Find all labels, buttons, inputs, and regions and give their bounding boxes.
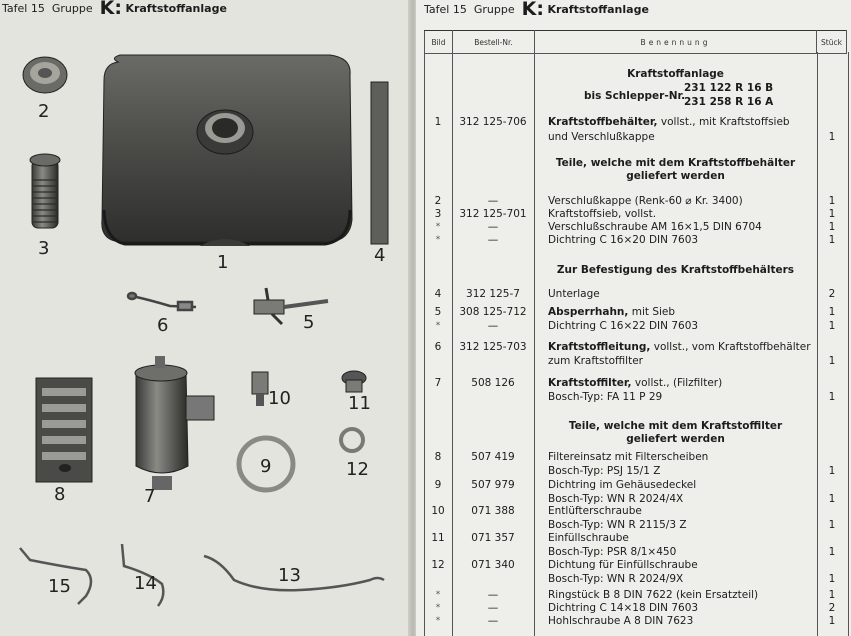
benennung-text: Ringstück B 8 DIN 7622 (kein Ersatzteil) bbox=[548, 589, 759, 601]
bild-cell: * bbox=[435, 222, 441, 232]
bestell-nr-cell: — bbox=[487, 602, 499, 614]
stueck-cell: 1 bbox=[828, 573, 836, 585]
benennung-text: Dichtung für Einfüllschraube bbox=[548, 559, 698, 571]
bestell-nr-cell: — bbox=[487, 589, 499, 601]
tafel-label: Tafel 15 bbox=[424, 3, 467, 16]
part-number-label: 1 bbox=[217, 252, 229, 273]
bild-cell: 4 bbox=[434, 288, 442, 300]
benennung-text: mit Sieb bbox=[628, 306, 676, 318]
benennung-text: vollst., (Filzfilter) bbox=[631, 377, 723, 389]
bestell-nr-cell: — bbox=[487, 195, 499, 207]
benennung-cell bbox=[548, 573, 683, 586]
filter-element-image bbox=[36, 378, 92, 482]
fuel-tank-image bbox=[102, 55, 352, 246]
section-heading-line: Teile, welche mit dem Kraftstoffbehälter bbox=[555, 157, 796, 169]
benennung-text: Dichtring C 16×22 DIN 7603 bbox=[548, 320, 699, 332]
column-bestell-nr: Bestell-Nr. bbox=[453, 31, 535, 54]
bild-cell: 5 bbox=[434, 306, 442, 318]
bild-cell: 7 bbox=[434, 377, 442, 389]
bestell-nr-cell: 507 979 bbox=[471, 479, 515, 491]
stueck-cell: 1 bbox=[828, 519, 836, 531]
benennung-text: vollst., mit Kraftstoffsieb bbox=[657, 116, 790, 128]
stueck-cell: 1 bbox=[828, 493, 836, 505]
bestell-nr-cell: 308 125-712 bbox=[459, 306, 527, 318]
benennung-text: Hohlschraube A 8 DIN 7623 bbox=[548, 615, 694, 627]
section-heading bbox=[534, 420, 817, 446]
bestell-nr-cell: — bbox=[487, 234, 499, 246]
page-title: Kraftstoffanlage bbox=[125, 2, 227, 15]
bestell-nr-cell: 312 125-701 bbox=[459, 208, 527, 220]
part-number-label: 15 bbox=[48, 576, 71, 597]
part-number-label: 6 bbox=[157, 315, 169, 336]
stueck-cell: 1 bbox=[828, 221, 836, 233]
intro-label: bis Schlepper-Nr. bbox=[584, 90, 686, 102]
stueck-cell: 1 bbox=[828, 355, 836, 367]
benennung-text: vollst., vom Kraftstoffbehälter bbox=[650, 341, 811, 353]
gruppe-label: Gruppe bbox=[473, 3, 515, 16]
benennung-text: Dichtring C 14×18 DIN 7603 bbox=[548, 602, 699, 614]
stueck-cell: 1 bbox=[828, 234, 836, 246]
gruppe-label: Gruppe bbox=[51, 2, 93, 15]
benennung-text: Dichtring im Gehäusedeckel bbox=[548, 479, 697, 491]
benennung-bold: Absperrhahn, bbox=[548, 306, 629, 318]
benennung-cell bbox=[548, 559, 698, 572]
benennung-cell bbox=[548, 341, 811, 354]
stueck-cell: 2 bbox=[828, 288, 836, 300]
part-number-label: 13 bbox=[278, 565, 301, 586]
bild-cell: 8 bbox=[434, 451, 442, 463]
bild-cell: 2 bbox=[434, 195, 442, 207]
stueck-cell: 1 bbox=[828, 589, 836, 601]
benennung-cell bbox=[548, 546, 676, 559]
bestell-nr-cell: 312 125-703 bbox=[459, 341, 527, 353]
part-number-label: 10 bbox=[268, 388, 291, 409]
benennung-text: Dichtring C 16×20 DIN 7603 bbox=[548, 234, 699, 246]
part-number-label: 11 bbox=[348, 393, 371, 414]
benennung-text: Bosch-Typ: WN R 2115/3 Z bbox=[548, 519, 687, 531]
tafel-label: Tafel 15 bbox=[2, 2, 45, 15]
benennung-text: Filtereinsatz mit Filterscheiben bbox=[548, 451, 709, 463]
bestell-nr-cell: — bbox=[487, 320, 499, 332]
stueck-cell: 1 bbox=[828, 195, 836, 207]
right-page-header bbox=[424, 0, 649, 20]
section-heading-line: geliefert werden bbox=[626, 170, 725, 182]
part-number-label: 12 bbox=[346, 459, 369, 480]
benennung-bold: Kraftstoffbehälter, bbox=[548, 116, 658, 128]
column-benennung: Benennung bbox=[535, 31, 817, 54]
benennung-text: Entlüfterschraube bbox=[548, 505, 642, 517]
bestell-nr-cell: — bbox=[487, 221, 499, 233]
part-number-label: 2 bbox=[38, 101, 50, 122]
benennung-text: und Verschlußkappe bbox=[548, 131, 655, 143]
section-heading-line: geliefert werden bbox=[626, 433, 725, 445]
benennung-text: Bosch-Typ: WN R 2024/9X bbox=[548, 573, 684, 585]
column-divider bbox=[534, 52, 535, 636]
benennung-text: Bosch-Typ: PSJ 15/1 Z bbox=[548, 465, 661, 477]
benennung-text: Bosch-Typ: PSR 8/1×450 bbox=[548, 546, 677, 558]
serial-number: 231 122 R 16 B bbox=[684, 82, 774, 94]
section-heading-line: Zur Befestigung des Kraftstoffbehälters bbox=[556, 264, 795, 276]
bestell-nr-cell: 071 357 bbox=[471, 532, 515, 544]
vent-screw-image bbox=[252, 372, 268, 406]
bild-cell: * bbox=[435, 590, 441, 600]
section-heading bbox=[534, 157, 817, 183]
part-number-label: 7 bbox=[144, 486, 156, 507]
bild-cell: 10 bbox=[431, 505, 445, 517]
pad-image bbox=[371, 82, 388, 244]
benennung-text: Einfüllschraube bbox=[548, 532, 629, 544]
benennung-text: Bosch-Typ: WN R 2024/4X bbox=[548, 493, 684, 505]
benennung-text: Verschlußschraube AM 16×1,5 DIN 6704 bbox=[548, 221, 762, 233]
part-number-label: 4 bbox=[374, 245, 386, 266]
benennung-cell bbox=[548, 208, 656, 221]
stueck-cell: 1 bbox=[828, 391, 836, 403]
benennung-cell bbox=[548, 355, 643, 368]
column-bild: Bild bbox=[425, 31, 453, 54]
bild-cell: 12 bbox=[431, 559, 445, 571]
benennung-bold: Kraftstoffilter, bbox=[548, 377, 632, 389]
parts-table-header bbox=[424, 30, 847, 54]
column-stueck: Stück bbox=[817, 31, 847, 54]
sieve-image bbox=[30, 154, 60, 228]
benennung-cell bbox=[548, 116, 790, 129]
shutoff-valve-image bbox=[254, 288, 328, 324]
benennung-cell bbox=[548, 615, 693, 628]
benennung-text: Kraftstoffsieb, vollst. bbox=[548, 208, 657, 220]
part-number-label: 9 bbox=[260, 456, 272, 477]
benennung-cell bbox=[548, 519, 687, 532]
benennung-text: Unterlage bbox=[548, 288, 600, 300]
stueck-cell: 1 bbox=[828, 208, 836, 220]
bild-cell: * bbox=[435, 616, 441, 626]
benennung-cell bbox=[548, 589, 758, 602]
bestell-nr-cell: — bbox=[487, 615, 499, 627]
benennung-text: Bosch-Typ: FA 11 P 29 bbox=[548, 391, 663, 403]
benennung-cell bbox=[548, 288, 600, 301]
benennung-cell bbox=[548, 505, 642, 518]
gruppe-letter: K: bbox=[99, 0, 122, 19]
gruppe-letter: K: bbox=[521, 0, 544, 20]
part-number-label: 14 bbox=[134, 573, 157, 594]
stueck-cell: 1 bbox=[828, 465, 836, 477]
bestell-nr-cell: 071 340 bbox=[471, 559, 515, 571]
bild-cell: 9 bbox=[434, 479, 442, 491]
stueck-cell: 1 bbox=[828, 615, 836, 627]
left-page bbox=[0, 0, 410, 636]
bild-cell: 6 bbox=[434, 341, 442, 353]
bestell-nr-cell: 071 388 bbox=[471, 505, 515, 517]
bild-cell: * bbox=[435, 235, 441, 245]
bestell-nr-cell: 507 419 bbox=[471, 451, 515, 463]
benennung-cell bbox=[548, 479, 696, 492]
part-number-label: 8 bbox=[54, 484, 66, 505]
stueck-cell: 1 bbox=[828, 546, 836, 558]
bestell-nr-cell: 312 125-7 bbox=[466, 288, 520, 300]
benennung-bold: Kraftstoffleitung, bbox=[548, 341, 651, 353]
bild-cell: 1 bbox=[434, 116, 442, 128]
fuel-filter-image bbox=[135, 356, 214, 490]
benennung-cell bbox=[548, 465, 660, 478]
benennung-cell bbox=[548, 377, 722, 390]
benennung-cell bbox=[548, 391, 662, 404]
benennung-text: zum Kraftstoffilter bbox=[548, 355, 643, 367]
stueck-cell: 2 bbox=[828, 602, 836, 614]
bestell-nr-cell: 508 126 bbox=[471, 377, 515, 389]
intro-title: Kraftstoffanlage bbox=[627, 68, 724, 80]
stueck-cell: 1 bbox=[828, 306, 836, 318]
filler-gasket-image bbox=[341, 429, 363, 451]
filler-screw-image bbox=[342, 371, 366, 392]
part-number-label: 5 bbox=[303, 312, 315, 333]
parts-illustration bbox=[0, 0, 410, 636]
benennung-cell bbox=[548, 602, 698, 615]
benennung-cell bbox=[548, 234, 698, 247]
benennung-text: Verschlußkappe (Renk-60 ⌀ Kr. 3400) bbox=[548, 195, 743, 207]
bestell-nr-cell: 312 125-706 bbox=[459, 116, 527, 128]
bild-cell: * bbox=[435, 321, 441, 331]
benennung-cell bbox=[548, 306, 675, 319]
benennung-cell bbox=[548, 320, 698, 333]
stueck-cell: 1 bbox=[828, 320, 836, 332]
stueck-cell: 1 bbox=[828, 131, 836, 143]
cap-image bbox=[23, 57, 67, 93]
benennung-cell bbox=[548, 451, 708, 464]
section-heading bbox=[534, 264, 817, 277]
bild-cell: 3 bbox=[434, 208, 442, 220]
page-title: Kraftstoffanlage bbox=[547, 3, 649, 16]
bild-cell: 11 bbox=[431, 532, 445, 544]
serial-number: 231 258 R 16 A bbox=[684, 96, 774, 108]
section-heading-line: Teile, welche mit dem Kraftstoffilter bbox=[568, 420, 783, 432]
benennung-cell bbox=[548, 195, 743, 208]
fuel-line-image bbox=[128, 293, 196, 310]
benennung-cell bbox=[548, 221, 762, 234]
bild-cell: * bbox=[435, 603, 441, 613]
part-number-label: 3 bbox=[38, 238, 50, 259]
benennung-cell bbox=[548, 532, 629, 545]
benennung-cell bbox=[548, 131, 655, 144]
